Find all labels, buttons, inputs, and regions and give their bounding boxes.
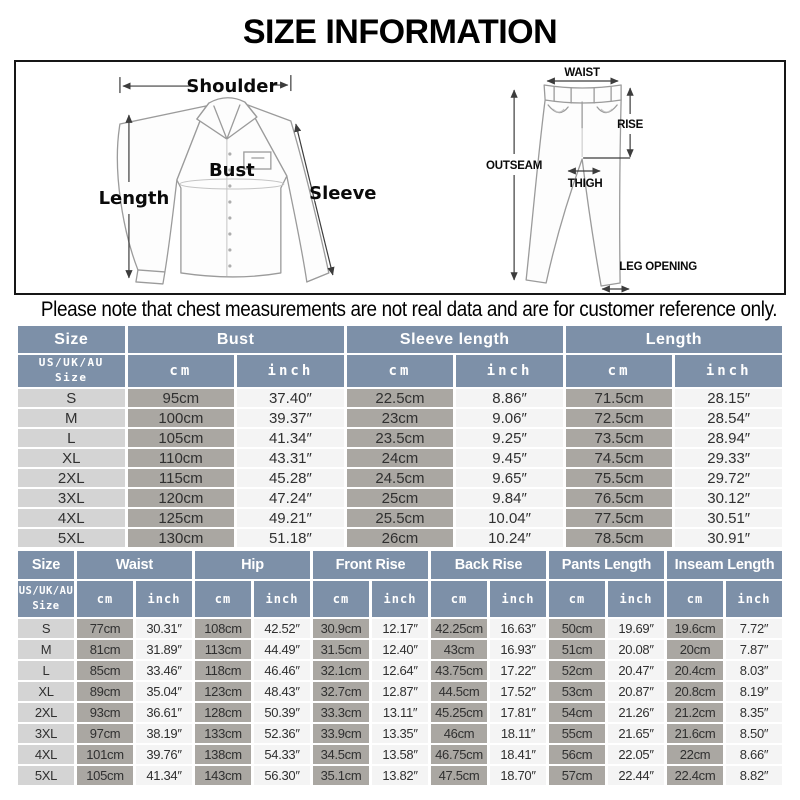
cm-value-cell: 72.5cm [566, 409, 673, 427]
size-label-cell: S [18, 619, 74, 638]
table-row [18, 661, 782, 680]
cm-value-cell: 110cm [128, 449, 235, 467]
cm-value-cell: 105cm [77, 766, 133, 785]
inch-unit-header: inch [372, 581, 428, 617]
cm-value-cell: 123cm [195, 682, 251, 701]
inch-value-cell: 38.19″ [136, 724, 192, 743]
table-row [18, 766, 782, 785]
cm-value-cell: 22cm [667, 745, 723, 764]
cm-value-cell: 32.7cm [313, 682, 369, 701]
cm-value-cell: 22.4cm [667, 766, 723, 785]
inch-value-cell: 8.19″ [726, 682, 782, 701]
size-label-cell: S [18, 389, 125, 407]
cm-value-cell: 34.5cm [313, 745, 369, 764]
table-row [18, 389, 782, 407]
inch-value-cell: 21.26″ [608, 703, 664, 722]
table-row [18, 703, 782, 722]
inch-value-cell: 29.72″ [675, 469, 782, 487]
table-row [18, 529, 782, 547]
unit-header-row [18, 355, 782, 387]
pants-thigh-label: THIGH [567, 178, 603, 190]
shirt-table-body [18, 389, 782, 547]
inch-value-cell: 12.87″ [372, 682, 428, 701]
inch-value-cell: 8.86″ [456, 389, 563, 407]
size-label-cell: 3XL [18, 724, 74, 743]
inch-value-cell: 41.34″ [136, 766, 192, 785]
inch-value-cell: 17.52″ [490, 682, 546, 701]
cm-unit-header: cm [347, 355, 454, 387]
size-label-cell: 5XL [18, 529, 125, 547]
reference-note-text: Please note that chest measurements are not real data and are for customer reference only. [40, 298, 778, 321]
inch-value-cell: 30.91″ [675, 529, 782, 547]
cm-value-cell: 20.4cm [667, 661, 723, 680]
inch-value-cell: 49.21″ [237, 509, 344, 527]
inch-value-cell: 18.70″ [490, 766, 546, 785]
inch-value-cell: 54.33″ [254, 745, 310, 764]
cm-value-cell: 20.8cm [667, 682, 723, 701]
inch-value-cell: 18.41″ [490, 745, 546, 764]
size-label-cell: 3XL [18, 489, 125, 507]
table-row [18, 449, 782, 467]
inch-value-cell: 28.54″ [675, 409, 782, 427]
cm-value-cell: 77.5cm [566, 509, 673, 527]
inch-unit-header: inch [675, 355, 782, 387]
cm-value-cell: 74.5cm [566, 449, 673, 467]
inch-value-cell: 8.35″ [726, 703, 782, 722]
inch-value-cell: 12.64″ [372, 661, 428, 680]
cm-value-cell: 133cm [195, 724, 251, 743]
cm-unit-header: cm [77, 581, 133, 617]
cm-value-cell: 113cm [195, 640, 251, 659]
cm-unit-header: cm [128, 355, 235, 387]
shirt-shoulder-label: Shoulder [186, 76, 278, 98]
inch-value-cell: 44.49″ [254, 640, 310, 659]
inch-value-cell: 45.28″ [237, 469, 344, 487]
table-row [18, 724, 782, 743]
inch-value-cell: 30.31″ [136, 619, 192, 638]
size-label-cell: 4XL [18, 745, 74, 764]
shirt-length-label: Length [98, 187, 170, 209]
cm-value-cell: 32.1cm [313, 661, 369, 680]
cm-value-cell: 138cm [195, 745, 251, 764]
region-size-header-line1: US/UK/AU [18, 585, 74, 598]
cm-value-cell: 130cm [128, 529, 235, 547]
cm-unit-header: cm [667, 581, 723, 617]
cm-unit-header: cm [549, 581, 605, 617]
inch-value-cell: 13.11″ [372, 703, 428, 722]
cm-value-cell: 42.25cm [431, 619, 487, 638]
cm-value-cell: 23.5cm [347, 429, 454, 447]
cm-value-cell: 52cm [549, 661, 605, 680]
cm-value-cell: 53cm [549, 682, 605, 701]
table-row [18, 682, 782, 701]
cm-value-cell: 21.2cm [667, 703, 723, 722]
cm-value-cell: 89cm [77, 682, 133, 701]
bust-group-header: Bust [128, 326, 344, 353]
cm-unit-header: cm [566, 355, 673, 387]
inch-value-cell: 9.84″ [456, 489, 563, 507]
size-label-cell: XL [18, 449, 125, 467]
inch-value-cell: 12.40″ [372, 640, 428, 659]
size-label-cell: L [18, 429, 125, 447]
inch-value-cell: 47.24″ [237, 489, 344, 507]
inch-value-cell: 51.18″ [237, 529, 344, 547]
cm-value-cell: 95cm [128, 389, 235, 407]
cm-unit-header: cm [313, 581, 369, 617]
table-row [18, 509, 782, 527]
table-row [18, 640, 782, 659]
cm-unit-header: cm [431, 581, 487, 617]
pants-size-table [15, 549, 785, 787]
cm-value-cell: 24cm [347, 449, 454, 467]
shirt-sleeve-label: Sleeve [309, 182, 377, 204]
size-column-header: Size [18, 551, 74, 579]
inch-value-cell: 13.35″ [372, 724, 428, 743]
cm-value-cell: 100cm [128, 409, 235, 427]
inch-value-cell: 37.40″ [237, 389, 344, 407]
cm-value-cell: 46cm [431, 724, 487, 743]
table-row [18, 745, 782, 764]
cm-value-cell: 43cm [431, 640, 487, 659]
size-label-cell: L [18, 661, 74, 680]
cm-value-cell: 97cm [77, 724, 133, 743]
size-label-cell: XL [18, 682, 74, 701]
cm-value-cell: 120cm [128, 489, 235, 507]
page-title: SIZE INFORMATION [242, 13, 558, 51]
inch-value-cell: 7.87″ [726, 640, 782, 659]
inch-value-cell: 30.51″ [675, 509, 782, 527]
table-row [18, 429, 782, 447]
table-row [18, 469, 782, 487]
inch-value-cell: 41.34″ [237, 429, 344, 447]
inch-value-cell: 8.50″ [726, 724, 782, 743]
cm-value-cell: 45.25cm [431, 703, 487, 722]
inch-value-cell: 46.46″ [254, 661, 310, 680]
size-label-cell: 2XL [18, 469, 125, 487]
pants-leg-opening-label: LEG OPENING [619, 261, 697, 273]
inch-value-cell: 33.46″ [136, 661, 192, 680]
cm-value-cell: 33.3cm [313, 703, 369, 722]
inch-value-cell: 22.05″ [608, 745, 664, 764]
waist-group-header: Waist [77, 551, 192, 579]
cm-value-cell: 23cm [347, 409, 454, 427]
inch-value-cell: 22.44″ [608, 766, 664, 785]
inch-value-cell: 28.15″ [675, 389, 782, 407]
cm-value-cell: 19.6cm [667, 619, 723, 638]
cm-value-cell: 24.5cm [347, 469, 454, 487]
inch-value-cell: 21.65″ [608, 724, 664, 743]
inch-value-cell: 42.52″ [254, 619, 310, 638]
cm-value-cell: 81cm [77, 640, 133, 659]
back-rise-group-header: Back Rise [431, 551, 546, 579]
cm-value-cell: 108cm [195, 619, 251, 638]
inch-value-cell: 13.58″ [372, 745, 428, 764]
inch-value-cell: 30.12″ [675, 489, 782, 507]
inch-unit-header: inch [237, 355, 344, 387]
pants-outseam-label: OUTSEAM [485, 160, 542, 172]
inch-value-cell: 20.08″ [608, 640, 664, 659]
pants-measurement-diagram [454, 62, 784, 293]
cm-value-cell: 125cm [128, 509, 235, 527]
cm-value-cell: 21.6cm [667, 724, 723, 743]
cm-value-cell: 78.5cm [566, 529, 673, 547]
cm-value-cell: 143cm [195, 766, 251, 785]
inseam-length-group-header: Inseam Length [667, 551, 782, 579]
cm-value-cell: 105cm [128, 429, 235, 447]
inch-value-cell: 8.82″ [726, 766, 782, 785]
cm-value-cell: 115cm [128, 469, 235, 487]
table-row [18, 489, 782, 507]
inch-value-cell: 48.43″ [254, 682, 310, 701]
inch-value-cell: 9.65″ [456, 469, 563, 487]
pants-rise-label: RISE [616, 119, 643, 131]
inch-value-cell: 20.87″ [608, 682, 664, 701]
inch-value-cell: 7.72″ [726, 619, 782, 638]
reference-note [0, 295, 800, 324]
inch-value-cell: 31.89″ [136, 640, 192, 659]
cm-value-cell: 71.5cm [566, 389, 673, 407]
sleeve-length-group-header: Sleeve length [347, 326, 563, 353]
hip-group-header: Hip [195, 551, 310, 579]
cm-value-cell: 31.5cm [313, 640, 369, 659]
table-row [18, 409, 782, 427]
region-size-header [18, 581, 74, 617]
group-header-row [18, 551, 782, 579]
cm-value-cell: 85cm [77, 661, 133, 680]
shirt-bust-label: Bust [208, 160, 255, 182]
inch-value-cell: 52.36″ [254, 724, 310, 743]
cm-value-cell: 55cm [549, 724, 605, 743]
inch-value-cell: 39.76″ [136, 745, 192, 764]
inch-value-cell: 19.69″ [608, 619, 664, 638]
cm-value-cell: 33.9cm [313, 724, 369, 743]
size-label-cell: 5XL [18, 766, 74, 785]
inch-value-cell: 28.94″ [675, 429, 782, 447]
cm-value-cell: 56cm [549, 745, 605, 764]
size-label-cell: M [18, 640, 74, 659]
inch-value-cell: 18.11″ [490, 724, 546, 743]
inch-unit-header: inch [726, 581, 782, 617]
cm-value-cell: 35.1cm [313, 766, 369, 785]
cm-value-cell: 25cm [347, 489, 454, 507]
pants-waist-label: WAIST [564, 67, 600, 79]
inch-unit-header: inch [254, 581, 310, 617]
inch-value-cell: 56.30″ [254, 766, 310, 785]
pants-length-group-header: Pants Length [549, 551, 664, 579]
cm-value-cell: 128cm [195, 703, 251, 722]
inch-value-cell: 9.06″ [456, 409, 563, 427]
table-row [18, 619, 782, 638]
cm-unit-header: cm [195, 581, 251, 617]
inch-value-cell: 8.66″ [726, 745, 782, 764]
inch-value-cell: 12.17″ [372, 619, 428, 638]
region-size-header-line1: US/UK/AU [38, 356, 104, 370]
cm-value-cell: 43.75cm [431, 661, 487, 680]
cm-value-cell: 44.5cm [431, 682, 487, 701]
cm-value-cell: 47.5cm [431, 766, 487, 785]
cm-value-cell: 76.5cm [566, 489, 673, 507]
shirt-table-header [18, 326, 782, 387]
group-header-row [18, 326, 782, 353]
cm-value-cell: 54cm [549, 703, 605, 722]
cm-value-cell: 22.5cm [347, 389, 454, 407]
inch-value-cell: 16.93″ [490, 640, 546, 659]
cm-value-cell: 101cm [77, 745, 133, 764]
pants-table-header [18, 551, 782, 617]
inch-value-cell: 39.37″ [237, 409, 344, 427]
pants-table-body [18, 619, 782, 785]
cm-value-cell: 57cm [549, 766, 605, 785]
cm-value-cell: 77cm [77, 619, 133, 638]
region-size-header-line2: Size [55, 371, 88, 384]
cm-value-cell: 50cm [549, 619, 605, 638]
cm-value-cell: 51cm [549, 640, 605, 659]
size-column-header: Size [18, 326, 125, 353]
cm-value-cell: 93cm [77, 703, 133, 722]
cm-value-cell: 75.5cm [566, 469, 673, 487]
inch-value-cell: 36.61″ [136, 703, 192, 722]
size-label-cell: 4XL [18, 509, 125, 527]
cm-value-cell: 20cm [667, 640, 723, 659]
inch-value-cell: 16.63″ [490, 619, 546, 638]
cm-value-cell: 73.5cm [566, 429, 673, 447]
cm-value-cell: 30.9cm [313, 619, 369, 638]
inch-unit-header: inch [456, 355, 563, 387]
inch-value-cell: 10.04″ [456, 509, 563, 527]
region-size-header-line2: Size [32, 600, 60, 612]
length-group-header: Length [566, 326, 782, 353]
inch-value-cell: 50.39″ [254, 703, 310, 722]
size-label-cell: M [18, 409, 125, 427]
inch-value-cell: 13.82″ [372, 766, 428, 785]
inch-value-cell: 9.45″ [456, 449, 563, 467]
inch-unit-header: inch [608, 581, 664, 617]
shirt-size-table [15, 324, 785, 549]
cm-value-cell: 26cm [347, 529, 454, 547]
cm-value-cell: 118cm [195, 661, 251, 680]
region-size-header [18, 355, 125, 387]
inch-unit-header: inch [136, 581, 192, 617]
cm-value-cell: 25.5cm [347, 509, 454, 527]
front-rise-group-header: Front Rise [313, 551, 428, 579]
inch-value-cell: 9.25″ [456, 429, 563, 447]
inch-unit-header: inch [490, 581, 546, 617]
inch-value-cell: 43.31″ [237, 449, 344, 467]
inch-value-cell: 17.81″ [490, 703, 546, 722]
inch-value-cell: 17.22″ [490, 661, 546, 680]
inch-value-cell: 10.24″ [456, 529, 563, 547]
shirt-measurement-diagram [16, 62, 454, 293]
cm-value-cell: 46.75cm [431, 745, 487, 764]
measurement-diagrams [14, 60, 786, 295]
inch-value-cell: 8.03″ [726, 661, 782, 680]
inch-value-cell: 20.47″ [608, 661, 664, 680]
inch-value-cell: 35.04″ [136, 682, 192, 701]
inch-value-cell: 29.33″ [675, 449, 782, 467]
unit-header-row [18, 581, 782, 617]
size-label-cell: 2XL [18, 703, 74, 722]
